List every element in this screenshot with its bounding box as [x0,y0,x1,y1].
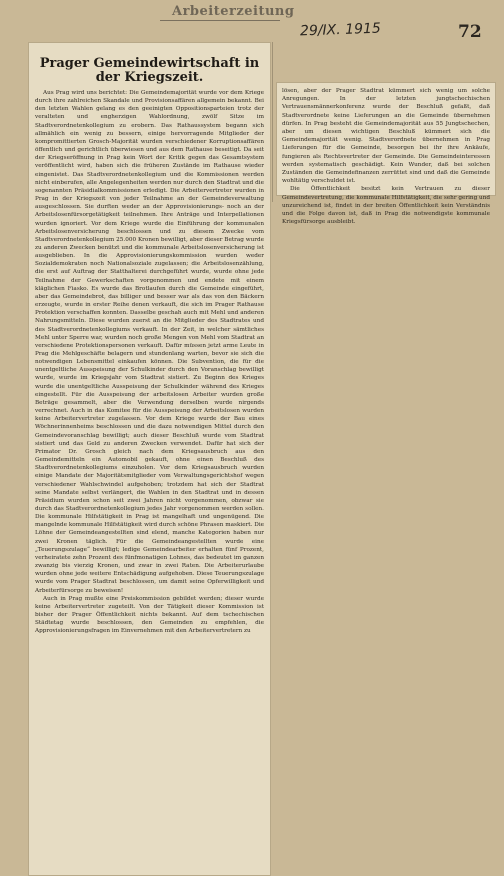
article-body [35,89,264,635]
newspaper-clipping-continuation [276,82,496,226]
column-divider [272,42,273,202]
continuation-body [282,87,490,226]
article-paragraph: Aus Prag wird uns berichtet: Die Gemeindemajorität wurde vor dem Kriege durch ihre zahlreichen Skandale und Provisionsaffären allgemein bekannt. Bei den letzten Wahlen gelang es den geeinigten Oppositionsparteien trotz der veralteten und engherzigen Wahlordnung, zwölf Sitze im Stadtverordnetenkollegium zu erobern. Das Rathaussystem begann sich allmählich ein wenig zu bessern, einige hervorragende Mitglieder der kompromittierten Grosch-Majorität wurden verschiedener Korruptionsaffären öffentlich und gerichtlich überwiesen und aus dem Rathause beseitigt. Da seit der Kriegseröffnung in Prag kein Wort der Kritik gegen das Gesamtsystem veröffentlicht wird, haben sich die früheren Zustände im Rathause wieder eingenistet. Das Stadtverordnetenkollegium und die Kommissionen werden nicht einberufen, alle Angelegenheiten werden nur durch den Stadtrat und die sogenannten Präsidialkommissionen erledigt. Die Arbeitervertreter wurden in Prag in der Kriegszeit von jeder Teilnahme an der Gemeindeverwaltung ausgeschlossen. Sie durften weder an der Approvisionierungs- noch an der Arbeitslosenfürsorgetätigkeit teilnehmen. Ihre Anträge und Interpellationen wurden ignoriert. Vor dem Kriege wurde die Einführung der kommunalen Arbeitslosenversicherung beschlossen und zu diesem Zwecke vom Stadtverordnetenkollegium 25.000 Kronen bewilligt, aber dieser Betrag wurde zu anderen Zwecken benützt und die kommunale Arbeitslosenversicherung ist ausgeblieben. In die Approvisionierungskommission wurden weder Sozialdemokraten noch Nationalsoziale zugelassen; die Arbeitslosenzählung, die erst auf Auftrag der Statthalterei durchgeführt wurde, wurde ohne jede Teilnahme der Gewerkschaften vorgenommen und endete mit einem kläglichen Fiasko. Es wurde das Brotlaufen durch die Gemeinde eingeführt, aber das Gemeindebrot, das billiger und besser war als das von den Bäckern erzeugte, wurde in erster Reihe denen verkauft, die sich im Prager Rathause Protektion verschaffen konnten. Dasselbe geschah auch mit Mehl und anderen Nahrungsmitteln. Diese wurden zuerst an die Mitglieder des Stadtrates und des Stadtverordnetenkollegiums verkauft. In der Zeit, in welcher sämtliches Mehl unter Sperre war, wurden noch große Mengen von Mehl vom Stadtrat an verschiedene Protektionspersonen verkauft. Dafür müssen jetzt arme Leute in Prag die Mehlgeschäfte belagern und stundenlang warten, bevor sie sich die notwendigen Lebensmittel einkaufen können. Die Subvention, die für die unentgeltliche Ausspeisung der Schulkinder durch den Voranschlag bewilligt wurde, wurde im Kriegsjahr vom Stadtrat sistiert. Zu Beginn des Krieges wurde die unentgeltliche Ausspeisung der Schulkinder während des Krieges eingestellt. Für die Ausspeisung der arbeitslosen Arbeiter wurden große Beträge gesammelt, aber die Verwendung derselben wurde nirgends verrechnet. Auch in das Komitee für die Ausspeisung der Arbeitslosen wurden keine Arbeitervertreter zugelassen. Vor dem Kriege wurde der Bau eines Wöchnerinnenheims beschlossen und die dazu notwendigen Mittel durch den Gemeindevoranschlag bewilligt; auch dieser Beschluß wurde vom Stadtrat sistiert und das Geld zu anderen Zwecken verwendet. Dafür hat sich der Primator Dr. Grosch gleich nach dem Kriegsausbruch aus den Gemeindemitteln ein Automobil gekauft, ohne einen Beschluß des Stadtverordnetenkollegiums einzuholen. Vor dem Kriegsausbruch wurden einige Mandate der Majoritätsmitglieder vom Verwaltungsgerichtshof wegen verschiedener Wahlschwindel aufgehoben; trotzdem hat sich der Stadtrat seine Mandate selbst verlängert, die Wahlen in den Stadtrat und in dessen Präsidium wurden schon seit zwei Jahren nicht vorgenommen, obzwar sie durch das Stadtverordnetenkollegium jedes Jahr vorgenommen werden sollen. Die kommunale Hilfstätigkeit in Prag ist mangelhaft und ungenügend. Die mangelnde kommunale Hilfstätigkeit wird durch schöne Phrasen maskiert. Die Löhne der Gemeindeangestellten sind elend, manche Kategorien haben nur zwei Kronen täglich. Für die Gemeindeangestellten wurde eine „Teuerungszulage“ bewilligt; ledige Gemeindearbeiter erhalten fünf Prozent, verheiratete zehn Prozent des fünfmonatigen Lohnes, das bedeutet im ganzen zwanzig bis vierzig Kronen, und zwar in zwei Raten. Die Arbeiterurlaube wurden ohne jede weitere Entschädigung aufgehoben. Diese Teuerungszulage wurde vom Prager Stadtrat beschlossen, um damit seine Opferwilligkeit und Arbeiterfürsorge zu beweisen! [35,90,264,594]
article-headline: Prager Gemeindewirtschaft in der Kriegszeit. [39,56,260,85]
masthead-rule [160,20,280,21]
handwritten-date: 29/IX. 1915 [299,20,382,40]
article-paragraph: Auch in Prag mußte eine Preiskommission gebildet werden; dieser wurde keine Arbeitervertreter zugeteilt. Von der Tätigkeit dieser Kommission ist bisher der Prager Öffentlichkeit nichts bekannt. Auf dem tschechischen Städtetag wurde beschlossen, den Gemeinden zu empfehlen, die Approvisionierungsfragen im Einvernehmen mit den Arbeitervertretern zu [35,595,264,635]
newspaper-masthead: Arbeiterzeitung [172,4,295,19]
page-number: 72 [458,22,482,42]
newspaper-clipping-main [28,42,271,876]
continuation-paragraph: Die Öffentlichkeit besitzt kein Vertrauen zu dieser Gemeindevertretung, die kommunale Hilfstätigkeit, die sehr gering und unzureichend ist, findet in der breiten Öffentlichkeit kein Verständnis und die Folge davon ist, daß in Prag die notwendigste kommunale Kriegsfürsorge ausbleibt. [282,186,490,226]
continuation-paragraph: lösen, aber der Prager Stadtrat kümmert sich wenig um solche Anregungen. In der letzten jungtschechischen Vertrauensmännerkonferenz wurde der Beschluß gefaßt, daß Stadtverordnete keine Lieferungen an die Gemeinde übernehmen dürfen. In Prag besteht die Gemeindemajorität aus 55 Jungtschechen, aber um diesen wichtigen Beschluß kümmert sich die Gemeindemajorität wenig. Stadtverordnete übernehmen in Prag Lieferungen für die Gemeinde, besorgen bei ihr ihre Ankäufe, fungieren als Rechtsvertreter der Gemeinde. Die Gemeindeinteressen werden systematisch geschädigt. Kein Wunder, daß bei solchen Zuständen die Gemeindefinanzen zerrüttet sind und daß die Gemeinde wohltätig verschuldet ist. [282,88,490,185]
